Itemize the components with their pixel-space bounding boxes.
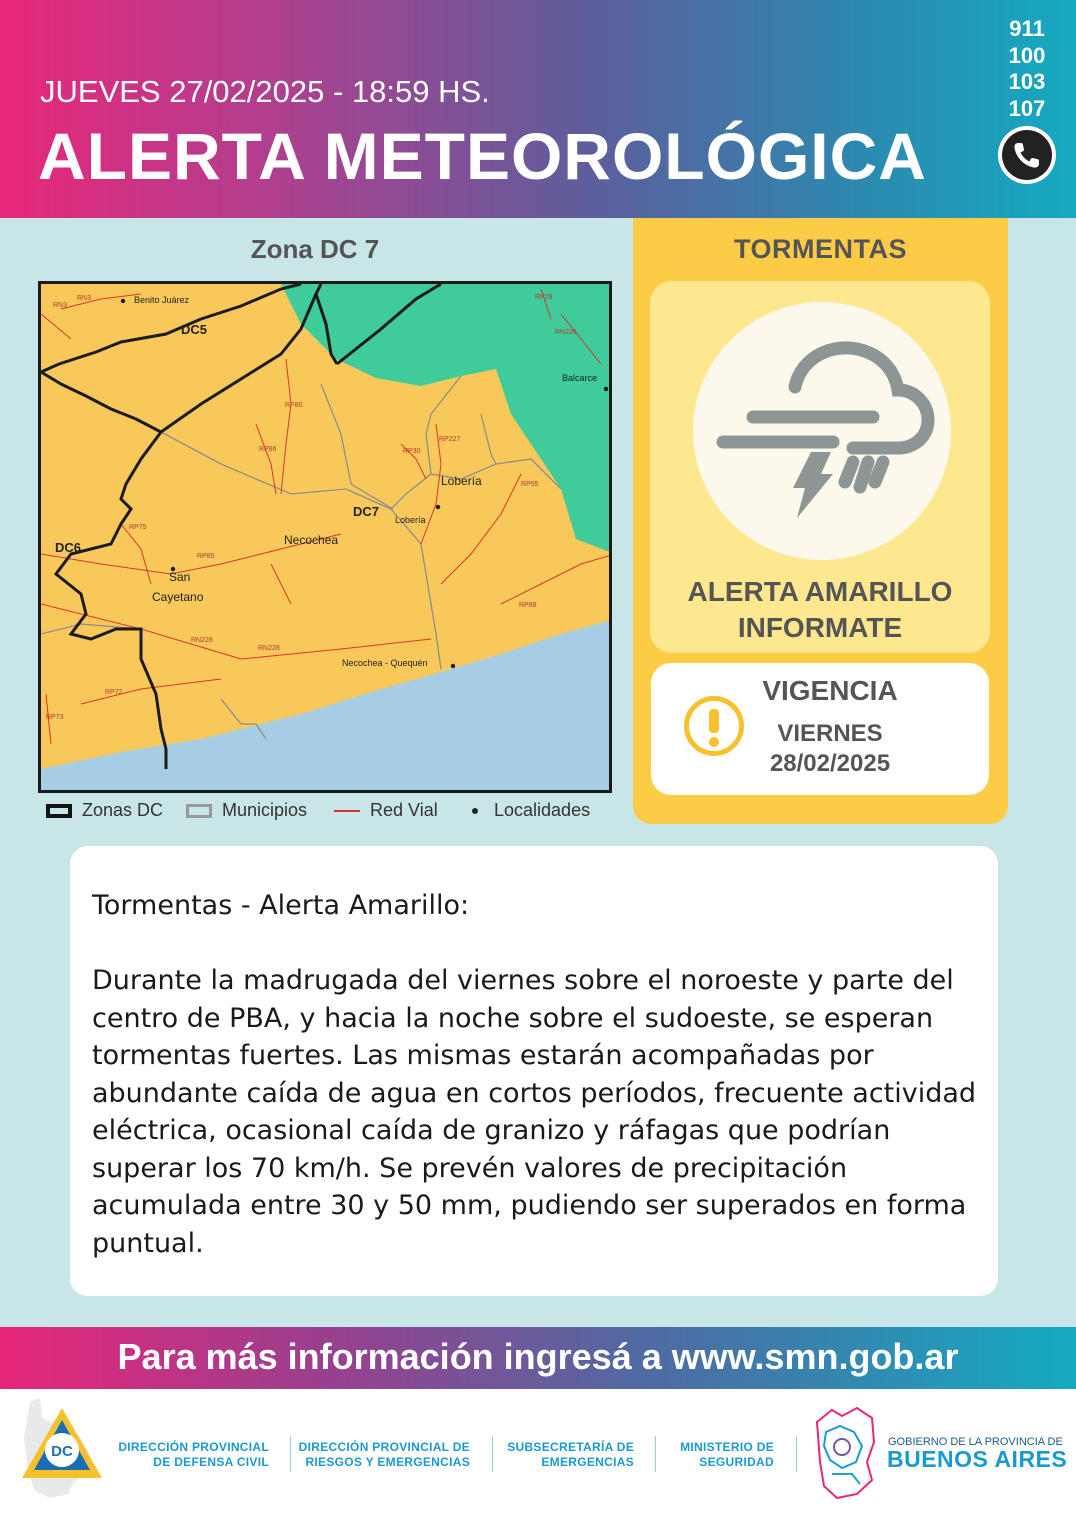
map-title: Zona DC 7 xyxy=(250,234,380,264)
locality-label: San xyxy=(169,570,191,584)
locality-label: Cayetano xyxy=(152,590,204,604)
description-line: centro de PBA, y hacia la noche sobre el sudoeste, se esperan xyxy=(92,1002,934,1034)
description-line: Durante la madrugada del viernes sobre el noroeste y parte del xyxy=(92,965,954,996)
storm-cloud-icon xyxy=(693,302,951,560)
zone-label-dc6: DC6 xyxy=(55,540,82,555)
locality-label: Necochea - Quequén xyxy=(342,658,428,668)
locality-label: Lobería xyxy=(395,515,426,525)
footer-divider xyxy=(655,1436,656,1472)
road-label: RN3 xyxy=(53,302,68,309)
road-label: RP88 xyxy=(519,602,537,609)
legend-item-localities: Localidades xyxy=(466,800,590,821)
validity-date: 28/02/2025 xyxy=(769,750,891,777)
description-line: superar los 70 km/h. Se prevén valores de precipitación xyxy=(92,1152,848,1184)
road-label: RP86 xyxy=(259,446,277,453)
road-label: RP80 xyxy=(285,402,303,409)
dc-logo-text: DC xyxy=(51,1443,73,1460)
page-title: ALERTA METEOROLÓGICA xyxy=(38,119,927,193)
road-label: RN228 xyxy=(258,645,280,652)
phone-number[interactable]: 100 xyxy=(1008,42,1046,68)
road-label: RP85 xyxy=(197,553,215,560)
locality-label: Benito Juárez xyxy=(134,295,190,305)
road-label: RP29 xyxy=(535,294,553,301)
org-ministerio: MINISTERIO DE SEGURIDAD xyxy=(680,1440,774,1469)
road-label: RN3 xyxy=(77,295,92,302)
road-label: RP227 xyxy=(439,436,461,443)
hazard-title: TORMENTAS xyxy=(734,234,907,264)
description-body xyxy=(92,962,982,1262)
org-riesgos-emergencias: DIRECCIÓN PROVINCIAL DE RIESGOS Y EMERGENCIAS xyxy=(298,1440,470,1469)
road-label: RN228 xyxy=(191,637,213,644)
emergency-phones xyxy=(1000,16,1054,122)
description-line: abundante caída de agua en cortos períodos, frecuente actividad xyxy=(92,1077,977,1109)
footer-divider xyxy=(492,1436,493,1472)
org-subsecretaria: SUBSECRETARÍA DE EMERGENCIAS xyxy=(507,1440,634,1469)
phone-number[interactable]: 911 xyxy=(1009,16,1045,41)
description-line: acumulada entre 30 y 50 mm, pudiendo ser superados en forma xyxy=(92,1190,967,1221)
phone-number[interactable]: 103 xyxy=(1008,69,1046,94)
gov-title: BUENOS AIRES xyxy=(887,1446,1068,1472)
validity-day: VIERNES xyxy=(777,720,883,747)
map-legend xyxy=(46,800,616,826)
phone-number[interactable]: 107 xyxy=(1008,95,1046,121)
footer-divider xyxy=(796,1436,797,1472)
legend-item-municipalities: Municipios xyxy=(186,800,307,821)
zone-map xyxy=(38,281,612,793)
road-label: RP30 xyxy=(403,448,421,455)
org-defensa-civil: DIRECCIÓN PROVINCIAL DE DEFENSA CIVIL xyxy=(118,1440,269,1469)
alert-level: ALERTA AMARILLO INFORMATE xyxy=(687,576,953,643)
phone-icon xyxy=(998,126,1056,184)
locality-label: Lobería xyxy=(441,474,482,488)
gov-subtitle: GOBIERNO DE LA PROVINCIA DE xyxy=(888,1436,1063,1448)
road-line-swatch xyxy=(334,810,360,812)
description-line: puntual. xyxy=(92,1227,204,1259)
footer-divider xyxy=(290,1436,291,1472)
zone-label-dc7: DC7 xyxy=(353,504,380,519)
municipality-border-swatch xyxy=(186,804,212,818)
locality-label: Necochea xyxy=(284,533,339,547)
defensa-civil-logo xyxy=(20,1398,106,1502)
road-label: RP75 xyxy=(129,524,147,531)
locality-label: Balcarce xyxy=(562,373,598,383)
locality-dot-swatch xyxy=(472,808,478,814)
road-label: RP55 xyxy=(521,481,539,488)
road-label: RP73 xyxy=(46,714,64,721)
description-heading: Tormentas - Alerta Amarillo: xyxy=(92,890,470,921)
info-link[interactable]: Para más información ingresá a www.smn.gob.ar xyxy=(117,1336,959,1377)
road-label: RP72 xyxy=(105,689,123,696)
zone-border-swatch xyxy=(46,804,72,818)
legend-item-roads: Red Vial xyxy=(334,800,438,821)
buenos-aires-logo xyxy=(812,1402,882,1506)
description-line: tormentas fuertes. Las mismas estarán acompañadas por xyxy=(92,1040,874,1071)
zone-label-dc5: DC5 xyxy=(181,322,208,337)
road-label: RN226 xyxy=(555,329,577,336)
validity-title: VIGENCIA xyxy=(762,675,898,706)
alert-date: JUEVES 27/02/2025 - 18:59 HS. xyxy=(40,74,490,109)
legend-item-zones: Zonas DC xyxy=(46,800,163,821)
description-line: eléctrica, ocasional caída de granizo y ráfagas que podrían xyxy=(92,1115,891,1146)
warning-icon xyxy=(684,696,744,756)
